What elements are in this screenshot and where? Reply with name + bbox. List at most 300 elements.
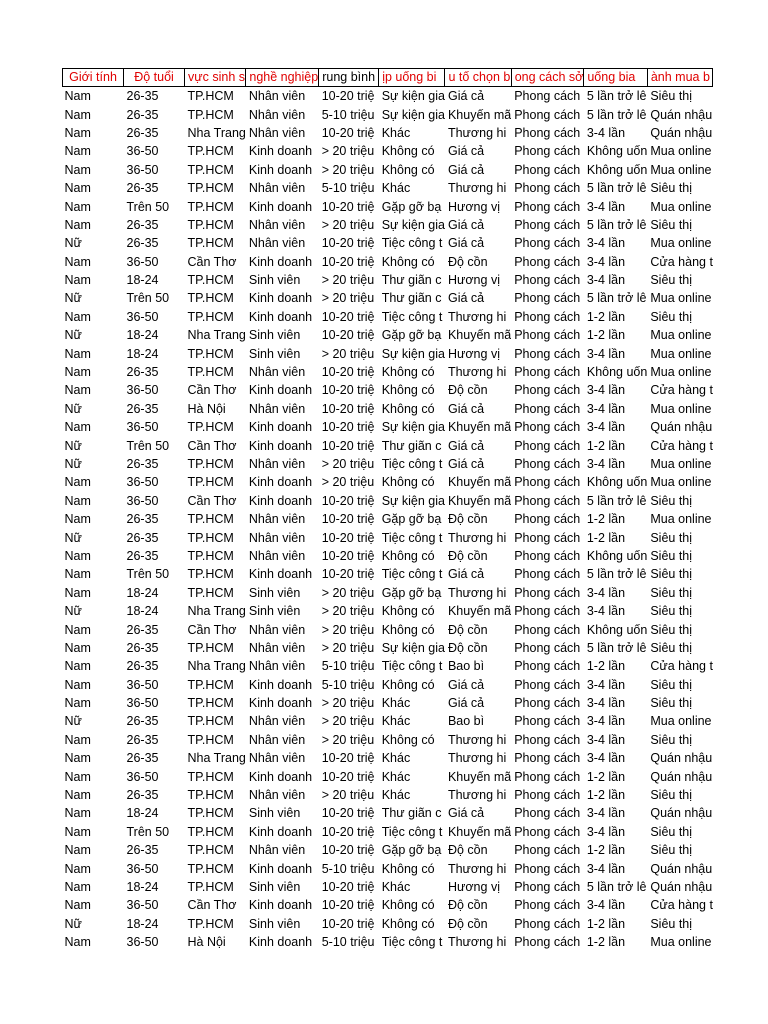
table-cell: Phong cách	[514, 879, 581, 894]
table-cell: 10-20 triệ	[321, 365, 375, 380]
table-cell: Không có	[381, 365, 435, 380]
table-cell: Giá cả	[447, 162, 485, 177]
table-row	[63, 161, 713, 179]
table-cell: 26-35	[126, 107, 159, 122]
table-cell: Sinh viên	[248, 585, 301, 600]
table-cell: 26-35	[126, 659, 159, 674]
table-cell: Phong cách	[514, 291, 581, 306]
table-cell: 26-35	[126, 788, 159, 803]
table-cell: Quán nhậu	[650, 879, 713, 894]
table-cell: 1-2 lần	[586, 659, 626, 674]
table-cell: 10-20 triệ	[321, 530, 375, 545]
table-cell: Nam	[64, 696, 91, 711]
table-cell: Kinh doanh	[248, 677, 313, 692]
table-cell: Phong cách	[514, 401, 581, 416]
table-cell: 36-50	[126, 769, 159, 784]
table-cell: 26-35	[126, 640, 159, 655]
table-cell: Khuyến mã	[447, 328, 512, 343]
table-cell: Phong cách	[514, 475, 581, 490]
table-cell: Mua online	[650, 346, 712, 361]
table-cell: Phong cách	[514, 567, 581, 582]
table-cell: 18-24	[126, 346, 159, 361]
table-cell: 18-24	[126, 585, 159, 600]
table-cell: Cần Thơ	[187, 898, 237, 913]
table-cell: Thư giãn c	[381, 438, 442, 453]
table-cell: Cần Thơ	[187, 438, 237, 453]
table-cell: Quán nhậu	[650, 769, 713, 784]
table-cell: 3-4 lần	[586, 420, 626, 435]
table-cell: TP.HCM	[187, 714, 234, 729]
table-row	[63, 896, 713, 914]
table-cell: > 20 triệu	[321, 696, 375, 711]
table-cell: 10-20 triệ	[321, 916, 375, 931]
table-cell: Trên 50	[126, 291, 170, 306]
table-cell: 3-4 lần	[586, 824, 626, 839]
table-cell: Tiệc công t	[381, 309, 443, 324]
table-cell: 10-20 triệ	[321, 493, 375, 508]
table-row	[63, 363, 713, 381]
table-cell: 3-4 lần	[586, 346, 626, 361]
table-cell: Nam	[64, 493, 91, 508]
table-cell: Phong cách	[514, 125, 581, 140]
table-cell: Cần Thơ	[187, 622, 237, 637]
table-cell: 10-20 triệ	[321, 769, 375, 784]
table-cell: Cần Thơ	[187, 383, 237, 398]
table-cell: 5 lần trở lê	[586, 567, 647, 582]
table-row	[63, 418, 713, 436]
table-cell: > 20 triệu	[321, 273, 375, 288]
table-cell: Trên 50	[126, 438, 170, 453]
table-cell: > 20 triệu	[321, 475, 375, 490]
table-cell: Hà Nội	[187, 401, 226, 416]
table-cell: Phong cách	[514, 548, 581, 563]
table-cell: Không có	[381, 604, 435, 619]
table-cell: TP.HCM	[187, 236, 234, 251]
table-cell: 1-2 lần	[586, 843, 626, 858]
table-row	[63, 105, 713, 123]
table-cell: TP.HCM	[187, 162, 234, 177]
table-cell: Kinh doanh	[248, 861, 313, 876]
table-cell: Độ cồn	[447, 548, 488, 563]
table-cell: Nữ	[64, 401, 82, 416]
table-cell: Cửa hàng t	[650, 438, 713, 453]
table-cell: 36-50	[126, 493, 159, 508]
table-cell: Tiệc công t	[381, 457, 443, 471]
table-cell: > 20 triệu	[321, 622, 375, 637]
header-cell: ong cách sở	[511, 69, 584, 87]
table-cell: > 20 triệu	[321, 291, 375, 306]
table-cell: Nam	[64, 107, 91, 122]
table-cell: 26-35	[126, 89, 159, 104]
table-cell: Kinh doanh	[248, 898, 313, 913]
table-cell: Nam	[64, 89, 91, 104]
table-cell: TP.HCM	[187, 916, 234, 931]
table-cell: 18-24	[126, 328, 159, 343]
table-cell: Phong cách	[514, 788, 581, 803]
table-row	[63, 492, 713, 510]
table-cell: Siêu thị	[650, 309, 693, 324]
table-cell: 3-4 lần	[586, 696, 626, 711]
table-cell: 36-50	[126, 144, 159, 159]
table-cell: Thương hi	[447, 935, 507, 950]
table-cell: 10-20 triệ	[321, 898, 375, 913]
table-row	[63, 142, 713, 160]
table-cell: 10-20 triệ	[321, 383, 375, 398]
table-cell: 26-35	[126, 751, 159, 766]
table-cell: > 20 triệu	[321, 346, 375, 361]
table-cell: Mua online	[650, 144, 712, 159]
table-row	[63, 326, 713, 344]
table-cell: Phong cách	[514, 217, 581, 232]
table-row	[63, 510, 713, 528]
table-cell: 10-20 triệ	[321, 843, 375, 858]
table-cell: 18-24	[126, 806, 159, 821]
table-cell: Nha Trang	[187, 659, 246, 674]
table-cell: > 20 triệu	[321, 585, 375, 600]
table-cell: Nhân viên	[248, 401, 306, 416]
table-cell: Nam	[64, 254, 91, 269]
table-row	[63, 344, 713, 362]
table-cell: Bao bì	[447, 659, 485, 674]
table-cell: 3-4 lần	[586, 199, 626, 214]
table-row	[63, 915, 713, 933]
table-row	[63, 124, 713, 142]
table-cell: Nam	[64, 548, 91, 563]
table-cell: Khác	[381, 696, 411, 711]
table-cell: Khuyến mã	[447, 604, 512, 619]
table-cell: Siêu thị	[650, 824, 693, 839]
table-cell: Quán nhậu	[650, 420, 713, 435]
table-cell: Nam	[64, 659, 91, 674]
table-cell: 10-20 triệ	[321, 125, 375, 140]
table-cell: 3-4 lần	[586, 383, 626, 398]
table-cell: TP.HCM	[187, 346, 234, 361]
table-cell: Mua online	[650, 236, 712, 251]
table-cell: Sự kiện gia	[381, 420, 445, 435]
table-cell: Nam	[64, 567, 91, 582]
table-cell: Kinh doanh	[248, 144, 313, 159]
table-cell: 5 lần trở lê	[586, 89, 647, 104]
table-cell: Sinh viên	[248, 346, 301, 361]
table-cell: Nam	[64, 273, 91, 288]
table-cell: Độ cồn	[447, 383, 488, 398]
table-cell: 5 lần trở lê	[586, 107, 647, 122]
table-cell: 36-50	[126, 861, 159, 876]
table-cell: Giá cả	[447, 457, 485, 471]
table-cell: Quán nhậu	[650, 125, 713, 140]
table-cell: Trên 50	[126, 824, 170, 839]
table-cell: Mua online	[650, 457, 712, 471]
table-row	[63, 602, 713, 620]
table-cell: Phong cách	[514, 714, 581, 729]
table-cell: Nam	[64, 622, 91, 637]
table-cell: Nhân viên	[248, 107, 306, 122]
table-cell: TP.HCM	[187, 696, 234, 711]
table-row	[63, 584, 713, 602]
table-cell: 26-35	[126, 548, 159, 563]
table-cell: 3-4 lần	[586, 898, 626, 913]
table-cell: Thương hi	[447, 751, 507, 766]
table-cell: Thương hi	[447, 732, 507, 747]
table-cell: > 20 triệu	[321, 604, 375, 619]
table-row	[63, 878, 713, 896]
table-cell: Không uốn	[586, 144, 648, 159]
table-cell: Nam	[64, 309, 91, 324]
table-cell: 1-2 lần	[586, 309, 626, 324]
table-cell: Kinh doanh	[248, 254, 313, 269]
table-cell: Nhân viên	[248, 181, 306, 196]
table-cell: 10-20 triệ	[321, 879, 375, 894]
table-cell: Gặp gỡ bạ	[381, 199, 442, 214]
table-cell: Phong cách	[514, 696, 581, 711]
table-cell: Phong cách	[514, 843, 581, 858]
table-cell: Nam	[64, 420, 91, 435]
table-cell: Phong cách	[514, 181, 581, 196]
table-cell: Kinh doanh	[248, 383, 313, 398]
table-cell: Nam	[64, 144, 91, 159]
table-cell: Nam	[64, 861, 91, 876]
table-cell: 18-24	[126, 879, 159, 894]
table-cell: 5-10 triệu	[321, 181, 375, 196]
table-cell: Cửa hàng t	[650, 383, 713, 398]
table-cell: Không có	[381, 622, 435, 637]
table-cell: Cần Thơ	[187, 254, 237, 269]
table-cell: Phong cách	[514, 236, 581, 251]
table-cell: Nam	[64, 732, 91, 747]
table-cell: Kinh doanh	[248, 420, 313, 435]
table-cell: > 20 triệu	[321, 162, 375, 177]
table-cell: Bao bì	[447, 714, 485, 729]
table-cell: Nam	[64, 935, 91, 950]
table-cell: Mua online	[650, 328, 712, 343]
table-cell: Nhân viên	[248, 843, 306, 858]
table-cell: Kinh doanh	[248, 475, 313, 490]
table-cell: 10-20 triệ	[321, 420, 375, 435]
table-cell: Không có	[381, 401, 435, 416]
table-cell: Nam	[64, 769, 91, 784]
table-cell: Nam	[64, 824, 91, 839]
table-cell: Phong cách	[514, 438, 581, 453]
table-cell: TP.HCM	[187, 677, 234, 692]
table-cell: Sự kiện gia	[381, 89, 445, 104]
table-cell: TP.HCM	[187, 512, 234, 527]
table-cell: Khác	[381, 751, 411, 766]
table-cell: Không có	[381, 475, 435, 490]
table-cell: 10-20 triệ	[321, 401, 375, 416]
table-cell: Không có	[381, 548, 435, 563]
table-cell: Siêu thị	[650, 585, 693, 600]
table-cell: 3-4 lần	[586, 585, 626, 600]
table-row	[63, 179, 713, 197]
table-cell: Sự kiện gia	[381, 493, 445, 508]
table-cell: Nam	[64, 806, 91, 821]
table-cell: Mua online	[650, 365, 712, 380]
table-cell: Tiệc công t	[381, 236, 443, 251]
table-cell: Giá cả	[447, 291, 485, 306]
table-cell: 3-4 lần	[586, 273, 626, 288]
table-cell: 26-35	[126, 236, 159, 251]
table-cell: Quán nhậu	[650, 806, 713, 821]
table-cell: Mua online	[650, 512, 712, 527]
table-cell: > 20 triệu	[321, 788, 375, 803]
table-cell: Nhân viên	[248, 125, 306, 140]
table-cell: Nam	[64, 585, 91, 600]
table-cell: Siêu thị	[650, 788, 693, 803]
table-row	[63, 234, 713, 252]
table-cell: TP.HCM	[187, 181, 234, 196]
table-cell: Nhân viên	[248, 548, 306, 563]
table-cell: Khuyến mã	[447, 107, 512, 122]
table-cell: Phong cách	[514, 365, 581, 380]
table-cell: Nhân viên	[248, 751, 306, 766]
table-cell: Kinh doanh	[248, 493, 313, 508]
table-cell: TP.HCM	[187, 769, 234, 784]
table-cell: Nha Trang	[187, 604, 246, 619]
table-cell: Khuyến mã	[447, 493, 512, 508]
table-cell: Giá cả	[447, 567, 485, 582]
table-cell: Sự kiện gia	[381, 107, 445, 122]
table-cell: Không có	[381, 677, 435, 692]
table-cell: 10-20 triệ	[321, 824, 375, 839]
table-cell: Giá cả	[447, 401, 485, 416]
table-cell: Giá cả	[447, 677, 485, 692]
table-cell: Sinh viên	[248, 604, 301, 619]
table-cell: > 20 triệu	[321, 144, 375, 159]
table-row	[63, 657, 713, 675]
table-cell: Sinh viên	[248, 328, 301, 343]
table-cell: Nữ	[64, 291, 82, 306]
table-cell: Kinh doanh	[248, 824, 313, 839]
table-cell: Kinh doanh	[248, 309, 313, 324]
table-row	[63, 528, 713, 546]
table-cell: 3-4 lần	[586, 125, 626, 140]
table-cell: Phong cách	[514, 677, 581, 692]
table-cell: 36-50	[126, 677, 159, 692]
table-cell: 10-20 triệ	[321, 236, 375, 251]
table-cell: Quán nhậu	[650, 861, 713, 876]
table-cell: 26-35	[126, 714, 159, 729]
table-cell: Cần Thơ	[187, 493, 237, 508]
table-cell: Mua online	[650, 162, 712, 177]
table-cell: Nhân viên	[248, 457, 306, 471]
table-cell: Siêu thị	[650, 622, 693, 637]
table-cell: 5 lần trở lê	[586, 181, 647, 196]
table-cell: Kinh doanh	[248, 567, 313, 582]
table-row	[63, 639, 713, 657]
table-cell: 5-10 triệu	[321, 861, 375, 876]
table-cell: Siêu thị	[650, 493, 693, 508]
table-cell: Phong cách	[514, 89, 581, 104]
table-row	[63, 289, 713, 307]
table-cell: Độ cồn	[447, 254, 488, 269]
header-cell: ành mua b	[647, 69, 713, 87]
table-cell: 10-20 triệ	[321, 438, 375, 453]
table-cell: TP.HCM	[187, 788, 234, 803]
table-cell: Thư giãn c	[381, 273, 442, 288]
table-cell: Nam	[64, 898, 91, 913]
table-cell: Phong cách	[514, 530, 581, 545]
table-cell: 26-35	[126, 457, 159, 471]
table-cell: 10-20 triệ	[321, 567, 375, 582]
table-cell: TP.HCM	[187, 843, 234, 858]
table-body	[63, 87, 713, 952]
table-cell: Không có	[381, 916, 435, 931]
table-cell: Thư giãn c	[381, 291, 442, 306]
table-cell: 1-2 lần	[586, 788, 626, 803]
table-cell: 1-2 lần	[586, 916, 626, 931]
table-cell: Nam	[64, 512, 91, 527]
table-cell: Sự kiện gia	[381, 217, 445, 232]
table-row	[63, 933, 713, 951]
table-cell: Độ cồn	[447, 640, 488, 655]
table-cell: Sinh viên	[248, 806, 301, 821]
table-cell: Phong cách	[514, 457, 581, 471]
table-cell: 18-24	[126, 273, 159, 288]
table-cell: TP.HCM	[187, 309, 234, 324]
table-cell: 26-35	[126, 732, 159, 747]
table-cell: Cửa hàng t	[650, 898, 713, 913]
table-cell: Khác	[381, 769, 411, 784]
table-cell: 26-35	[126, 622, 159, 637]
table-cell: Kinh doanh	[248, 696, 313, 711]
table-cell: Kinh doanh	[248, 199, 313, 214]
table-cell: 3-4 lần	[586, 861, 626, 876]
table-cell: TP.HCM	[187, 806, 234, 821]
table-cell: > 20 triệu	[321, 217, 375, 232]
table-cell: 5-10 triệu	[321, 935, 375, 950]
table-cell: TP.HCM	[187, 548, 234, 563]
table-cell: Phong cách	[514, 640, 581, 655]
table-cell: Không có	[381, 383, 435, 398]
table-cell: Khác	[381, 181, 411, 196]
table-cell: Phong cách	[514, 622, 581, 637]
table-row	[63, 271, 713, 289]
table-cell: 5-10 triệu	[321, 107, 375, 122]
table-row	[63, 786, 713, 804]
survey-table	[62, 68, 713, 951]
table-cell: Siêu thị	[650, 916, 693, 931]
table-row	[63, 859, 713, 877]
table-cell: 18-24	[126, 916, 159, 931]
table-cell: Khuyến mã	[447, 420, 512, 435]
table-cell: Mua online	[650, 475, 712, 490]
table-cell: TP.HCM	[187, 879, 234, 894]
table-cell: 10-20 triệ	[321, 309, 375, 324]
table-cell: 26-35	[126, 512, 159, 527]
table-cell: Tiệc công t	[381, 935, 443, 950]
table-cell: Siêu thị	[650, 530, 693, 545]
table-cell: 3-4 lần	[586, 806, 626, 821]
table-cell: 18-24	[126, 604, 159, 619]
table-cell: Mua online	[650, 291, 712, 306]
table-row	[63, 436, 713, 454]
table-cell: Siêu thị	[650, 696, 693, 711]
table-cell: Siêu thị	[650, 567, 693, 582]
table-cell: Khác	[381, 714, 411, 729]
table-row	[63, 823, 713, 841]
table-cell: 26-35	[126, 125, 159, 140]
table-cell: Không có	[381, 254, 435, 269]
table-cell: 1-2 lần	[586, 328, 626, 343]
table-cell: Nhân viên	[248, 640, 306, 655]
header-cell: rung bình	[319, 69, 379, 87]
table-cell: Tiệc công t	[381, 567, 443, 582]
table-cell: Nam	[64, 365, 91, 380]
table-cell: Trên 50	[126, 567, 170, 582]
table-cell: Giá cả	[447, 144, 485, 159]
table-cell: Hà Nội	[187, 935, 226, 950]
table-cell: Hương vị	[447, 273, 500, 288]
